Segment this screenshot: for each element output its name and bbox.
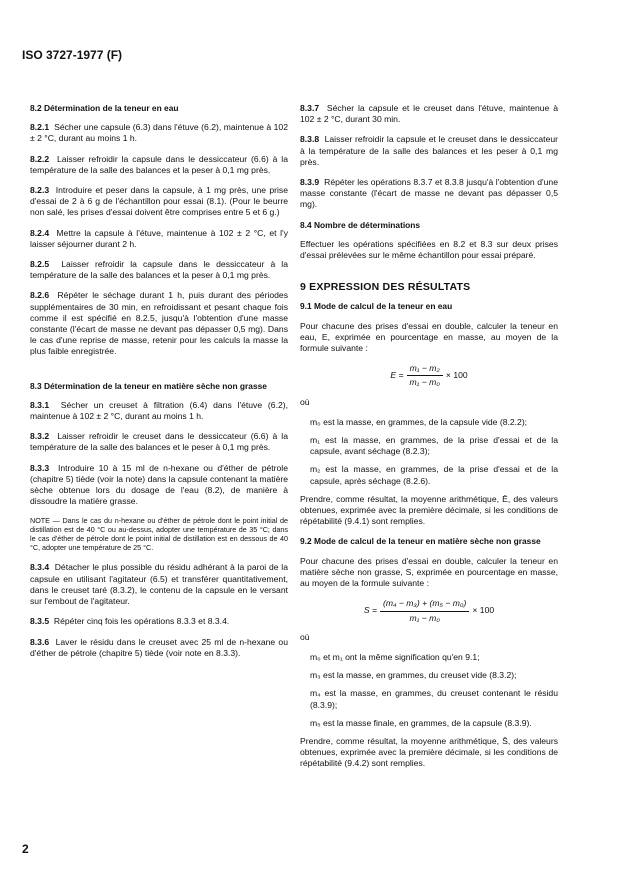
para-text: Introduire 10 à 15 ml de n-hexane ou d'éther de pétrole (chapitre 5) tiède (voir la note) dans la capsule contenant la matière sèche obtenue lors du dosage de l'eau (8.2), de manière à dissoudre la matière grasse. xyxy=(30,462,288,507)
para-8-3-5 xyxy=(30,616,288,627)
definition-m2: m₂ est la masse, en grammes, de la prise d'essai et de la capsule, après séchage (8.2.6). xyxy=(310,464,558,486)
section-9-2-title: 9.2 Mode de calcul de la teneur en matière sèche non grasse xyxy=(300,536,541,547)
para-8-3-3 xyxy=(30,463,288,508)
para-text: Détacher le plus possible du résidu adhérant à la paroi de la capsule en utilisant l'agitateur (6.5) et transférer quantitativement, dans le creuset taré (8.3.2), le contenu de la capsule en le versant sur l'embout de l'agitateur. xyxy=(30,562,288,607)
formula-dry-matter xyxy=(300,598,558,623)
para-9-1: Pour chacune des prises d'essai en double, calculer la teneur en eau, E, exprimée en pourcentage en masse, au moyen de la formule suivante : xyxy=(300,320,558,354)
para-8-2-2 xyxy=(30,154,288,176)
para-text: Répéter les opérations 8.3.7 et 8.3.8 jusqu'à l'obtention d'une masse constante (l'écart de masse ne devant pas dépasser 0,5 mg). xyxy=(300,177,558,210)
para-text: Laisser refroidir le creuset dans le dessiccateur (6.6) à la température de la salle des balances et le peser à 0,1 mg près. xyxy=(30,431,288,453)
para-number: 8.3.5 xyxy=(30,616,50,627)
formula-lhs: E = xyxy=(390,370,404,381)
formula-denominator: m₁ − m₀ xyxy=(409,612,440,623)
para-8-3-8 xyxy=(300,134,558,168)
para-text: Sécher une capsule (6.3) dans l'étuve (6.2), maintenue à 102 ± 2 °C, durant au moins 1 h. xyxy=(30,122,288,144)
para-number: 8.2.1 xyxy=(30,122,50,133)
para-text: Sécher un creuset à filtration (6.4) dans l'étuve (6.2), maintenue à 102 ± 2 °C, durant au moins 1 h. xyxy=(30,399,288,422)
right-column xyxy=(300,103,558,779)
para-number: 8.3.2 xyxy=(30,431,50,442)
para-number: 8.2.2 xyxy=(30,153,50,164)
formula-fraction xyxy=(380,598,469,623)
formula-numerator: (m₄ − m₃) + (m₅ − m₀) xyxy=(380,598,469,611)
para-8-3-9 xyxy=(300,177,558,211)
para-text: Laver le résidu dans le creuset avec 25 ml de n-hexane ou d'éther de pétrole (chapitre 5) tiède (voir note en 8.3.3). xyxy=(30,636,288,658)
definition-m1: m₁ est la masse, en grammes, de la prise d'essai et de la capsule, avant séchage (8.2.3); xyxy=(310,435,558,457)
para-number: 8.3.7 xyxy=(300,103,320,113)
para-text: Répéter cinq fois les opérations 8.3.3 et 8.3.4. xyxy=(53,616,230,627)
para-number: 8.3.6 xyxy=(30,636,50,647)
para-text: Sécher la capsule et le creuset dans l'étuve, maintenue à 102 ± 2 °C, durant 30 min. xyxy=(300,103,558,125)
section-8-2-title: 8.2 Détermination de la teneur en eau xyxy=(30,103,179,113)
formula-water-content xyxy=(300,363,558,388)
formula-rhs: × 100 xyxy=(472,605,495,616)
definition-m4: m₄ est la masse, en grammes, du creuset contenant le résidu (8.3.9); xyxy=(310,688,558,710)
definition-m0: m₀ est la masse, en grammes, de la capsule vide (8.2.2); xyxy=(310,416,528,427)
para-text: Mettre la capsule à l'étuve, maintenue à 102 ± 2 °C, et l'y laisser séjourner durant 2 h. xyxy=(30,227,288,249)
para-8-2-4 xyxy=(30,228,288,250)
para-8-3-4 xyxy=(30,562,288,607)
para-9-2: Pour chacune des prises d'essai en double, calculer la teneur en matière sèche non grasse, S, exprimée en pourcentage en masse, au moyen de la formule suivante : xyxy=(300,555,558,589)
para-number: 8.3.4 xyxy=(30,562,50,573)
definition-m0-m1: m₀ et m₁ ont la même signification qu'en 9.1; xyxy=(310,651,480,662)
para-number: 8.3.3 xyxy=(30,462,50,473)
para-text: Répéter le séchage durant 1 h, puis durant des périodes supplémentaires de 30 min, en refroidissant et pesant chaque fois comme il est spécifié en 8.2.5, jusqu'à l'obtention d'une masse constante (l'écart de masse ne devant pas dépasser 0,5 mg). Dans le cas d'une reprise de masse, retenir pour les calculs la masse la plus faible enregistrée. xyxy=(30,290,288,357)
para-8-3-7 xyxy=(300,103,558,125)
note-8-3-3: NOTE — Dans le cas du n-hexane ou d'éther de pétrole dont le point initial de distillation est de 40 °C ou au-dessus, adopter une température de 35 °C; dans le cas d'éther de pétrole dont le point initial de distillation est en dessous de 40 °C, adopter une température de 25 °C. xyxy=(30,516,288,553)
para-8-3-2 xyxy=(30,431,288,453)
para-number: 8.2.5 xyxy=(30,259,50,270)
formula-numerator: m₁ − m₂ xyxy=(407,363,443,376)
section-9-title: 9 EXPRESSION DES RÉSULTATS xyxy=(300,281,471,294)
para-8-3-6 xyxy=(30,637,288,659)
para-8-3-1 xyxy=(30,400,288,422)
para-text: Laisser refroidir la capsule et le creuset dans le dessiccateur à la température de la salle des balances et les peser à 0,1 mg près. xyxy=(300,134,558,167)
definition-m3: m₃ est la masse, en grammes, du creuset vide (8.3.2); xyxy=(310,670,517,681)
para-8-4: Effectuer les opérations spécifiées en 8.2 et 8.3 sur deux prises d'essai prélevées sur le même échantillon pour essai préparé. xyxy=(300,238,558,261)
para-number: 8.2.6 xyxy=(30,290,50,301)
para-number: 8.2.4 xyxy=(30,227,50,238)
document-header: ISO 3727-1977 (F) xyxy=(22,48,123,62)
where-label: où xyxy=(300,396,310,407)
formula-lhs: S = xyxy=(363,605,377,616)
para-number: 8.3.8 xyxy=(300,134,320,145)
para-text: Laisser refroidir la capsule dans le dessiccateur (6.6) à la température de la salle des balances et la peser à 0,1 mg près. xyxy=(30,153,288,175)
para-8-2-3 xyxy=(30,185,288,219)
para-8-2-5 xyxy=(30,259,288,281)
section-8-3-title: 8.3 Détermination de la teneur en matière sèche non grasse xyxy=(30,380,267,391)
para-number: 8.3.1 xyxy=(30,399,50,410)
para-8-2-1 xyxy=(30,122,288,144)
definition-m5: m₅ est la masse finale, en grammes, de la capsule (8.3.9). xyxy=(310,717,532,728)
left-column xyxy=(30,103,288,668)
page-number: 2 xyxy=(22,842,29,856)
para-number: 8.3.9 xyxy=(300,177,320,188)
formula-rhs: × 100 xyxy=(445,370,468,381)
where-label: où xyxy=(300,631,310,642)
section-9-1-title: 9.1 Mode de calcul de la teneur en eau xyxy=(300,301,453,312)
section-8-4-title: 8.4 Nombre de déterminations xyxy=(300,219,421,230)
para-9-2-result: Prendre, comme résultat, la moyenne arithmétique, S̄, des valeurs obtenues, exprimée avec la première décimale, si les conditions de répétabilité (9.4.2) sont remplies. xyxy=(300,735,558,769)
para-number: 8.2.3 xyxy=(30,185,50,196)
formula-denominator: m₁ − m₀ xyxy=(409,377,440,388)
para-text: Introduire et peser dans la capsule, à 1 mg près, une prise d'essai de 2 à 6 g de l'échantillon pour essai (8.1). (Pour le beurre non salé, les prises d'essai doivent être comprises entre 5 et 6 g.) xyxy=(30,185,288,218)
formula-fraction xyxy=(406,363,442,388)
para-9-1-result: Prendre, comme résultat, la moyenne arithmétique, Ē, des valeurs obtenues, exprimée avec la première décimale, si les conditions de répétabilité (9.4.1) sont remplies. xyxy=(300,493,558,527)
para-8-2-6 xyxy=(30,290,288,357)
para-text: Laisser refroidir la capsule dans le dessiccateur à la température de la salle des balances et la peser à 0,1 mg près. xyxy=(30,259,288,281)
